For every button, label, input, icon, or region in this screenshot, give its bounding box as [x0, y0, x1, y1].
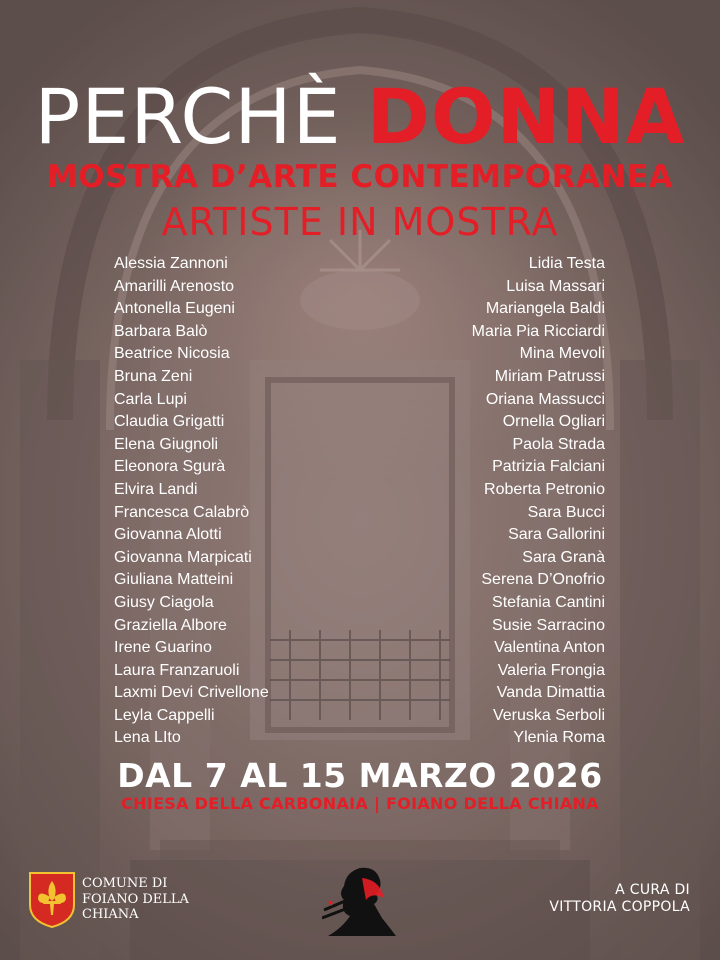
artist-name: Graziella Albore [114, 616, 227, 634]
municipality-name [82, 876, 189, 923]
artist-name: Vanda Dimattia [496, 684, 605, 702]
curator-name: VITTORIA COPPOLA [549, 899, 690, 915]
artists-list-right [472, 253, 605, 750]
artist-name: Claudia Grigatti [114, 413, 225, 431]
artist-name: Laxmi Devi Crivellone [114, 684, 269, 702]
municipality-line: COMUNE DI [82, 876, 168, 891]
artist-name: Veruska Serboli [492, 706, 605, 724]
artist-name: Elena Giugnoli [114, 435, 219, 453]
artist-name: Serena D’Onofrio [481, 571, 605, 589]
artist-name: Lena LIto [114, 729, 181, 747]
artist-name: Leyla Cappelli [114, 706, 215, 724]
title-part-2: DONNA [366, 72, 686, 161]
artist-name: Giovanna Alotti [114, 526, 222, 544]
artist-name: Valeria Frongia [497, 661, 605, 679]
curator-credit [549, 882, 690, 916]
artist-name: Giusy Ciagola [114, 593, 214, 611]
artist-name: Francesca Calabrò [114, 503, 250, 521]
municipality-line: CHIANA [82, 907, 139, 922]
title-part-1: PERCHÈ [34, 72, 342, 161]
artist-name: Carla Lupi [114, 390, 187, 408]
exhibition-subtitle: MOSTRA D’ARTE CONTEMPORANEA [46, 159, 674, 195]
artist-name: Laura Franzaruoli [114, 661, 240, 679]
artist-name: Bruna Zeni [114, 367, 193, 385]
artist-name: Luisa Massari [506, 277, 605, 295]
artist-name: Alessia Zannoni [114, 255, 228, 272]
artists-list-left [114, 253, 269, 750]
artist-name: Giuliana Matteini [114, 571, 234, 589]
artist-name: Mina Mevoli [519, 345, 605, 363]
artist-name: Sara Bucci [527, 503, 605, 521]
artist-name: Sara Granà [522, 548, 605, 566]
artist-name: Barbara Balò [114, 322, 208, 340]
artist-name: Lidia Testa [528, 255, 605, 272]
artist-name: Antonella Eugeni [114, 300, 235, 318]
artist-name: Ornella Ogliari [502, 413, 605, 431]
artist-name: Ylenia Roma [513, 729, 605, 747]
artist-name: Irene Guarino [114, 639, 212, 657]
artist-name: Giovanna Marpicati [114, 548, 252, 566]
exhibition-dates: DAL 7 AL 15 MARZO 2026 [117, 756, 603, 795]
municipality-line: FOIANO DELLA [82, 891, 189, 907]
artist-name: Elvira Landi [114, 480, 198, 498]
artist-name: Stefania Cantini [492, 593, 605, 611]
artist-name: Miriam Patrussi [494, 367, 605, 385]
artist-name: Eleonora Sgurà [114, 458, 226, 476]
artists-heading: ARTISTE IN MOSTRA [161, 200, 559, 244]
artist-name: Mariangela Baldi [485, 300, 605, 318]
artist-name: Oriana Massucci [485, 390, 605, 408]
artist-name: Maria Pia Ricciardi [471, 322, 605, 340]
poster-title [0, 74, 720, 160]
artist-name: Valentina Anton [494, 639, 605, 657]
exhibition-venue: CHIESA DELLA CARBONAIA | FOIANO DELLA CHIANA [121, 794, 599, 813]
artist-name: Roberta Petronio [484, 480, 605, 498]
fleur-de-lis-crest-icon [28, 871, 76, 929]
artist-name: Amarilli Arenosto [114, 277, 235, 295]
artist-name: Patrizia Falciani [492, 458, 605, 476]
artist-name: Susie Sarracino [492, 616, 605, 634]
curator-label: A CURA DI [615, 882, 690, 898]
artist-name: Paola Strada [512, 435, 605, 453]
artist-name: Sara Gallorini [508, 526, 605, 544]
artist-name: Beatrice Nicosia [114, 345, 230, 363]
woman-silhouette-logo-icon [322, 858, 400, 940]
